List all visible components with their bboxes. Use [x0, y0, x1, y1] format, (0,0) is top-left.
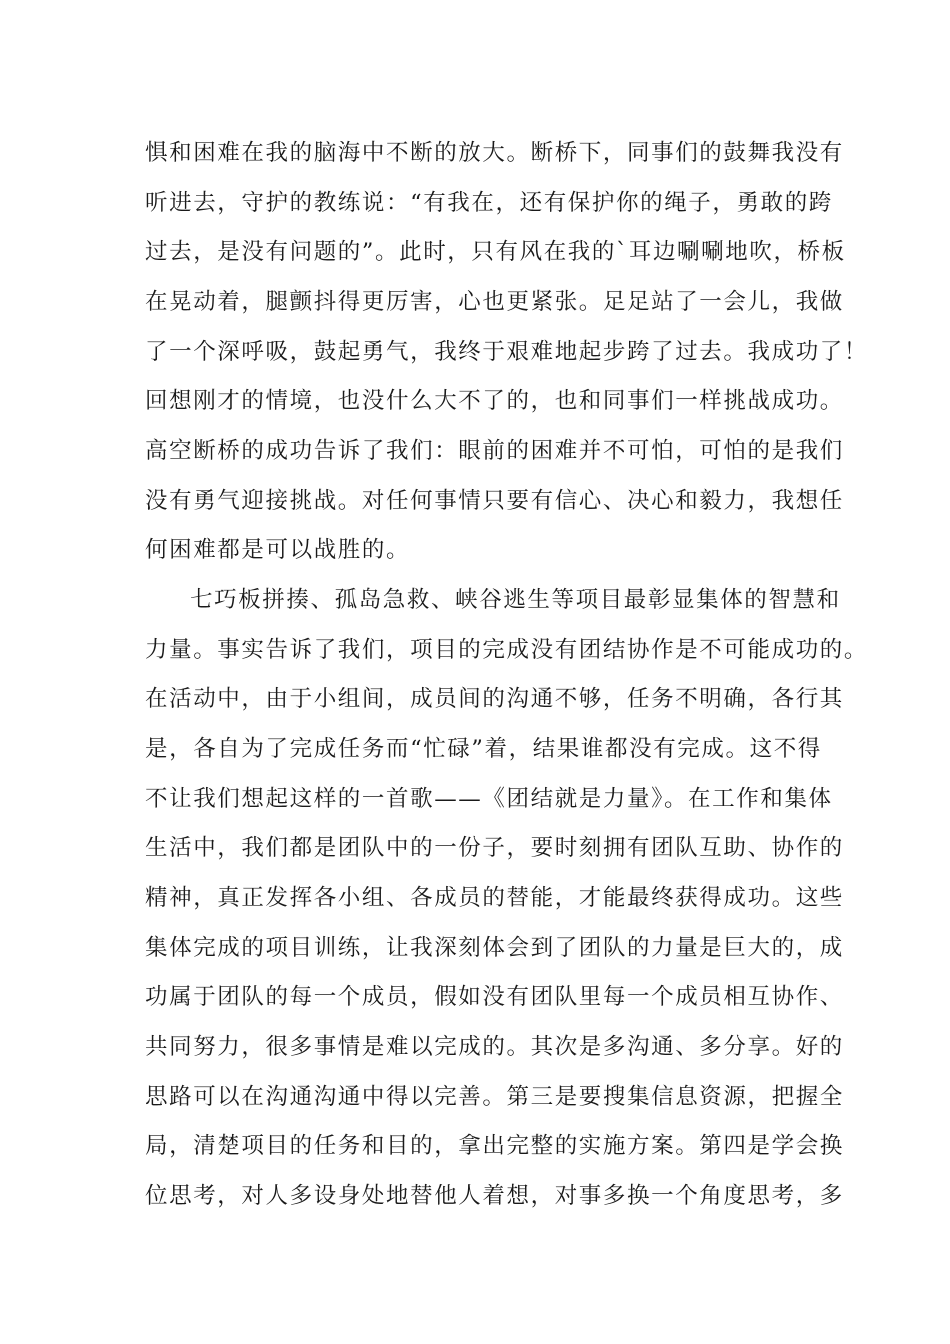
text-line: 力量。事实告诉了我们，项目的完成没有团结协作是不可能成功的。: [145, 637, 869, 663]
text-line: 了一个深呼吸，鼓起勇气，我终于艰难地起步跨了过去。我成功了！: [145, 339, 869, 365]
text-line: 何困难都是可以战胜的。: [145, 537, 411, 563]
text-line: 回想刚才的情境，也没什么大不了的，也和同事们一样挑战成功。: [145, 388, 844, 414]
text-line: 高空断桥的成功告诉了我们：眼前的困难并不可怕，可怕的是我们: [145, 438, 844, 464]
text-line: 思路可以在沟通沟通中得以完善。第三是要搜集信息资源，把握全: [145, 1084, 844, 1110]
paragraph-first-line: 七巧板拼揍、孤岛急救、峡谷逃生等项目最彰显集体的智慧和: [190, 587, 841, 613]
text-line: 精神，真正发挥各小组、各成员的替能，才能最终获得成功。这些: [145, 885, 844, 911]
text-line: 位思考，对人多设身处地替他人着想，对事多换一个角度思考，多: [145, 1183, 844, 1209]
text-line: 不让我们想起这样的一首歌——《团结就是力量》。在工作和集体: [145, 786, 833, 812]
text-line: 功属于团队的每一个成员，假如没有团队里每一个成员相互协作、: [145, 984, 844, 1010]
text-line: 惧和困难在我的脑海中不断的放大。断桥下，同事们的鼓舞我没有: [145, 140, 844, 166]
text-line: 是，各自为了完成任务而“忙碌”着，结果谁都没有完成。这不得: [145, 736, 822, 762]
text-line: 局，清楚项目的任务和目的，拿出完整的实施方案。第四是学会换: [145, 1133, 844, 1159]
text-line: 没有勇气迎接挑战。对任何事情只要有信心、决心和毅力，我想任: [145, 488, 844, 514]
text-line: 共同努力，很多事情是难以完成的。其次是多沟通、多分享。好的: [145, 1034, 844, 1060]
text-line: 在活动中，由于小组间，成员间的沟通不够，任务不明确，各行其: [145, 686, 844, 712]
text-line: 集体完成的项目训练，让我深刻体会到了团队的力量是巨大的，成: [145, 935, 844, 961]
text-line: 听进去，守护的教练说：“有我在，还有保护你的绳子，勇敢的跨: [145, 190, 833, 216]
text-line: 过去，是没有问题的”。此时，只有风在我的`耳边唰唰地吹，桥板: [145, 239, 846, 265]
text-line: 生活中，我们都是团队中的一份子，要时刻拥有团队互助、协作的: [145, 835, 844, 861]
text-line: 在晃动着，腿颤抖得更厉害，心也更紧张。足足站了一会儿，我做: [145, 289, 844, 315]
